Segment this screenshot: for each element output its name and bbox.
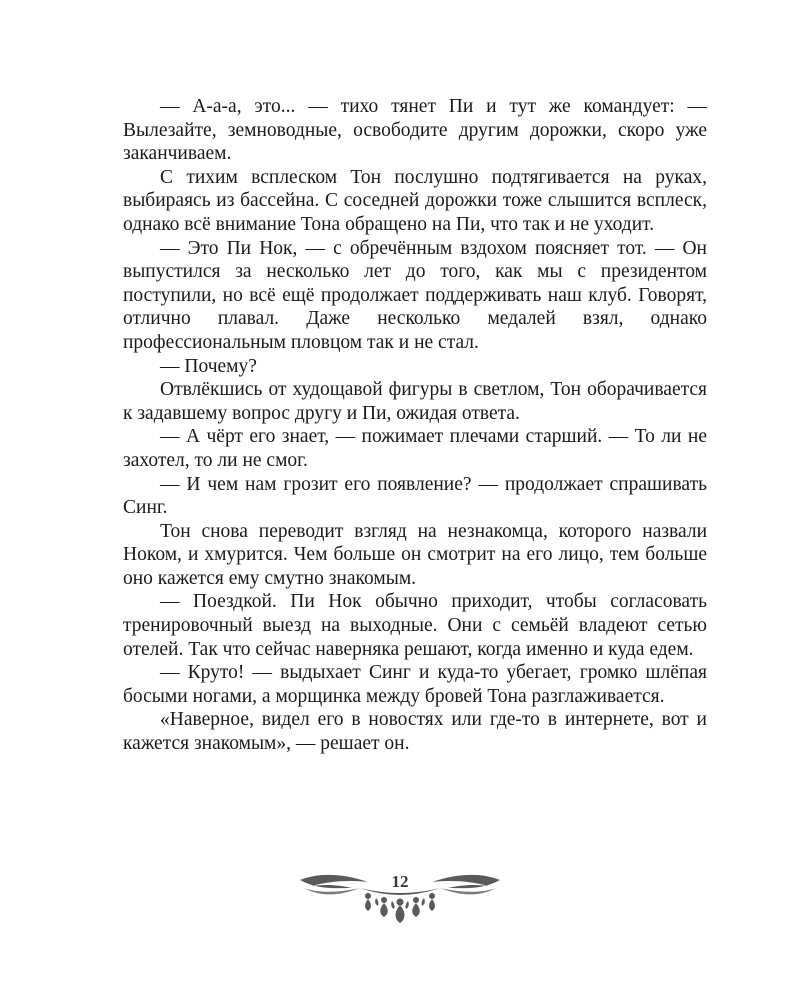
page-number: 12 <box>391 872 409 891</box>
paragraph-10: — Круто! — выдыхает Синг и куда-то убегает, громко шлёпая босыми ногами, а морщинка между бровей Тона разглаживается. <box>123 662 707 707</box>
paragraph-5: Отвлёкшись от худощавой фигуры в светлом, Тон оборачивается к задавшему вопрос другу и Пи, ожидая ответа. <box>123 379 707 424</box>
paragraph-8: Тон снова переводит взгляд на незнакомца, которого назвали Ноком, и хмурится. Чем больше он смотрит на его лицо, тем больше оно кажется ему смутно знакомым. <box>123 520 707 589</box>
paragraph-4: — Почему? <box>160 355 257 377</box>
paragraph-7: — И чем нам грозит его появление? — продолжает спрашивать Синг. <box>123 473 707 519</box>
paragraph-2: С тихим всплеском Тон послушно подтягивается на руках, выбираясь из бассейна. С соседней дорожки тоже слышится всплеск, однако всё внимание Тона обращено на Пи, что так и не уходит. <box>123 166 707 235</box>
paragraph-6: — А чёрт его знает, — пожимает плечами старший. — То ли не захотел, то ли не смог. <box>123 426 707 471</box>
paragraph-9: — Поездкой. Пи Нок обычно приходит, чтобы согласовать тренировочный выезд на выходные. Они с семьёй владеют сетью отелей. Так что сейчас наверняка решают, когда именно и куда едем. <box>123 591 707 660</box>
paragraph-3: — Это Пи Нок, — с обречённым вздохом поясняет тот. — Он выпустился за несколько лет до того, как мы с президентом поступили, но всё ещё продолжает поддерживать наш клуб. Говорят, отлично плавал. Даже несколько медалей взял, однако профессиональным пловцом так и не стал. <box>123 237 707 353</box>
paragraph-11: «Наверное, видел его в новостях или где-то в интернете, вот и кажется знакомым», — решает он. <box>123 709 707 755</box>
page-body <box>123 95 707 756</box>
page-footer <box>0 868 800 938</box>
paragraph-1: — А-а-а, это... — тихо тянет Пи и тут же командует: — Вылезайте, земноводные, освободите другим дорожки, скоро уже заканчиваем. <box>123 96 707 165</box>
